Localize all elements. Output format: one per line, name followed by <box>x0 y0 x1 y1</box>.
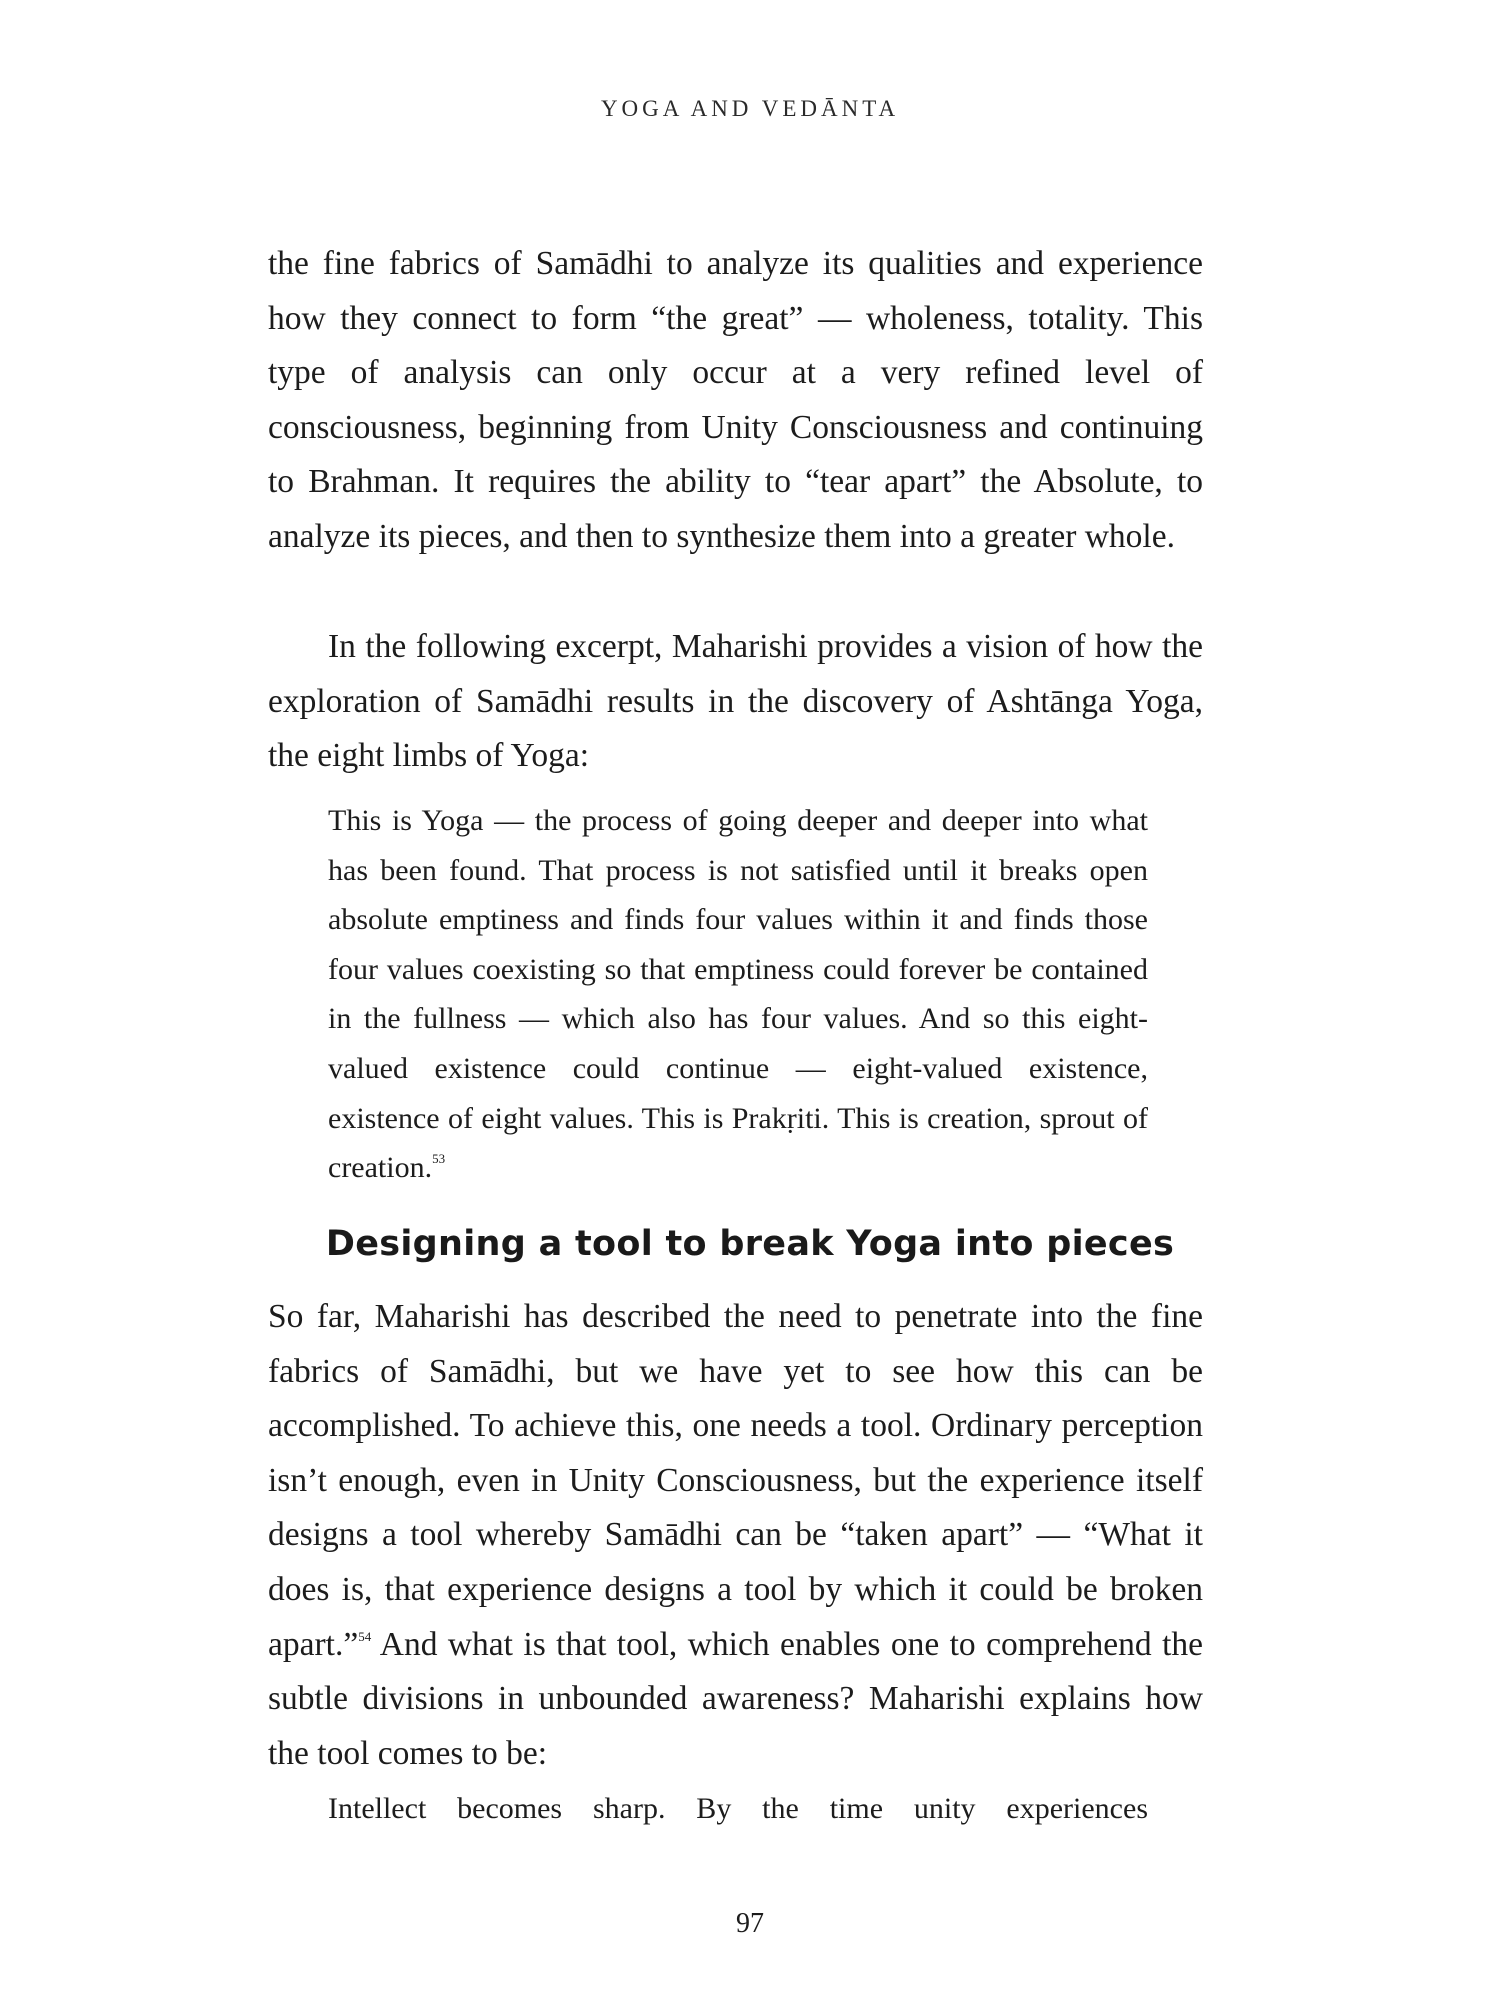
paragraph-3-text-a: So far, Maharishi has described the need to penetrate into the fine fabrics of Samādhi, but we have yet to see how this can be accomplished. To achieve this, one needs a tool. Ordinary perception isn’t enough, even in Unity Consciousness, but the experience itself designs a tool whereby Samādhi can be “taken apart” — “What it does is, that experience designs a tool by which it could be broken apart.” <box>268 1298 1203 1663</box>
body-paragraph-1: the fine fabrics of Samādhi to analyze its qualities and experience how they connect to form “the great” — wholeness, totality. This type of analysis can only occur at a very refined level of consciousness, beginning from Unity Consciousness and continuing to Brahman. It requires the ability to “tear apart” the Absolute, to analyze its pieces, and then to synthesize them into a greater whole. <box>268 245 1203 555</box>
body-paragraph-3 <box>268 1290 1203 1781</box>
section-heading: Designing a tool to break Yoga into pieces <box>325 1224 1175 1264</box>
block-quote <box>328 796 1148 1193</box>
quote-continuation-line: Intellect becomes sharp. By the time unity experiences <box>328 1792 1148 1825</box>
body-paragraph-2: In the following excerpt, Maharishi provides a vision of how the exploration of Samādhi results in the discovery of Ashtānga Yoga, the eight limbs of Yoga: <box>268 628 1203 775</box>
page-number: 97 <box>736 1908 764 1939</box>
footnote-ref-53: 53 <box>432 1151 446 1167</box>
paragraph-3-text-b: And what is that tool, which enables one to comprehend the subtle divisions in unbounded awareness? Maharishi explains how the tool comes to be: <box>268 1625 1203 1772</box>
block-quote-text: This is Yoga — the process of going deeper and deeper into what has been found. That process is not satisfied until it breaks open absolute emptiness and finds four values within it and finds those four values coexisting so that emptiness could forever be contained in the fullness — which also has four values. And so this eight-valued existence could continue — eight-valued existence, existence of eight values. This is Prakṛiti. This is creation, sprout of creation. <box>328 804 1148 1185</box>
footnote-ref-54: 54 <box>358 1628 372 1644</box>
running-head: YOGA AND VEDĀNTA <box>600 96 900 121</box>
